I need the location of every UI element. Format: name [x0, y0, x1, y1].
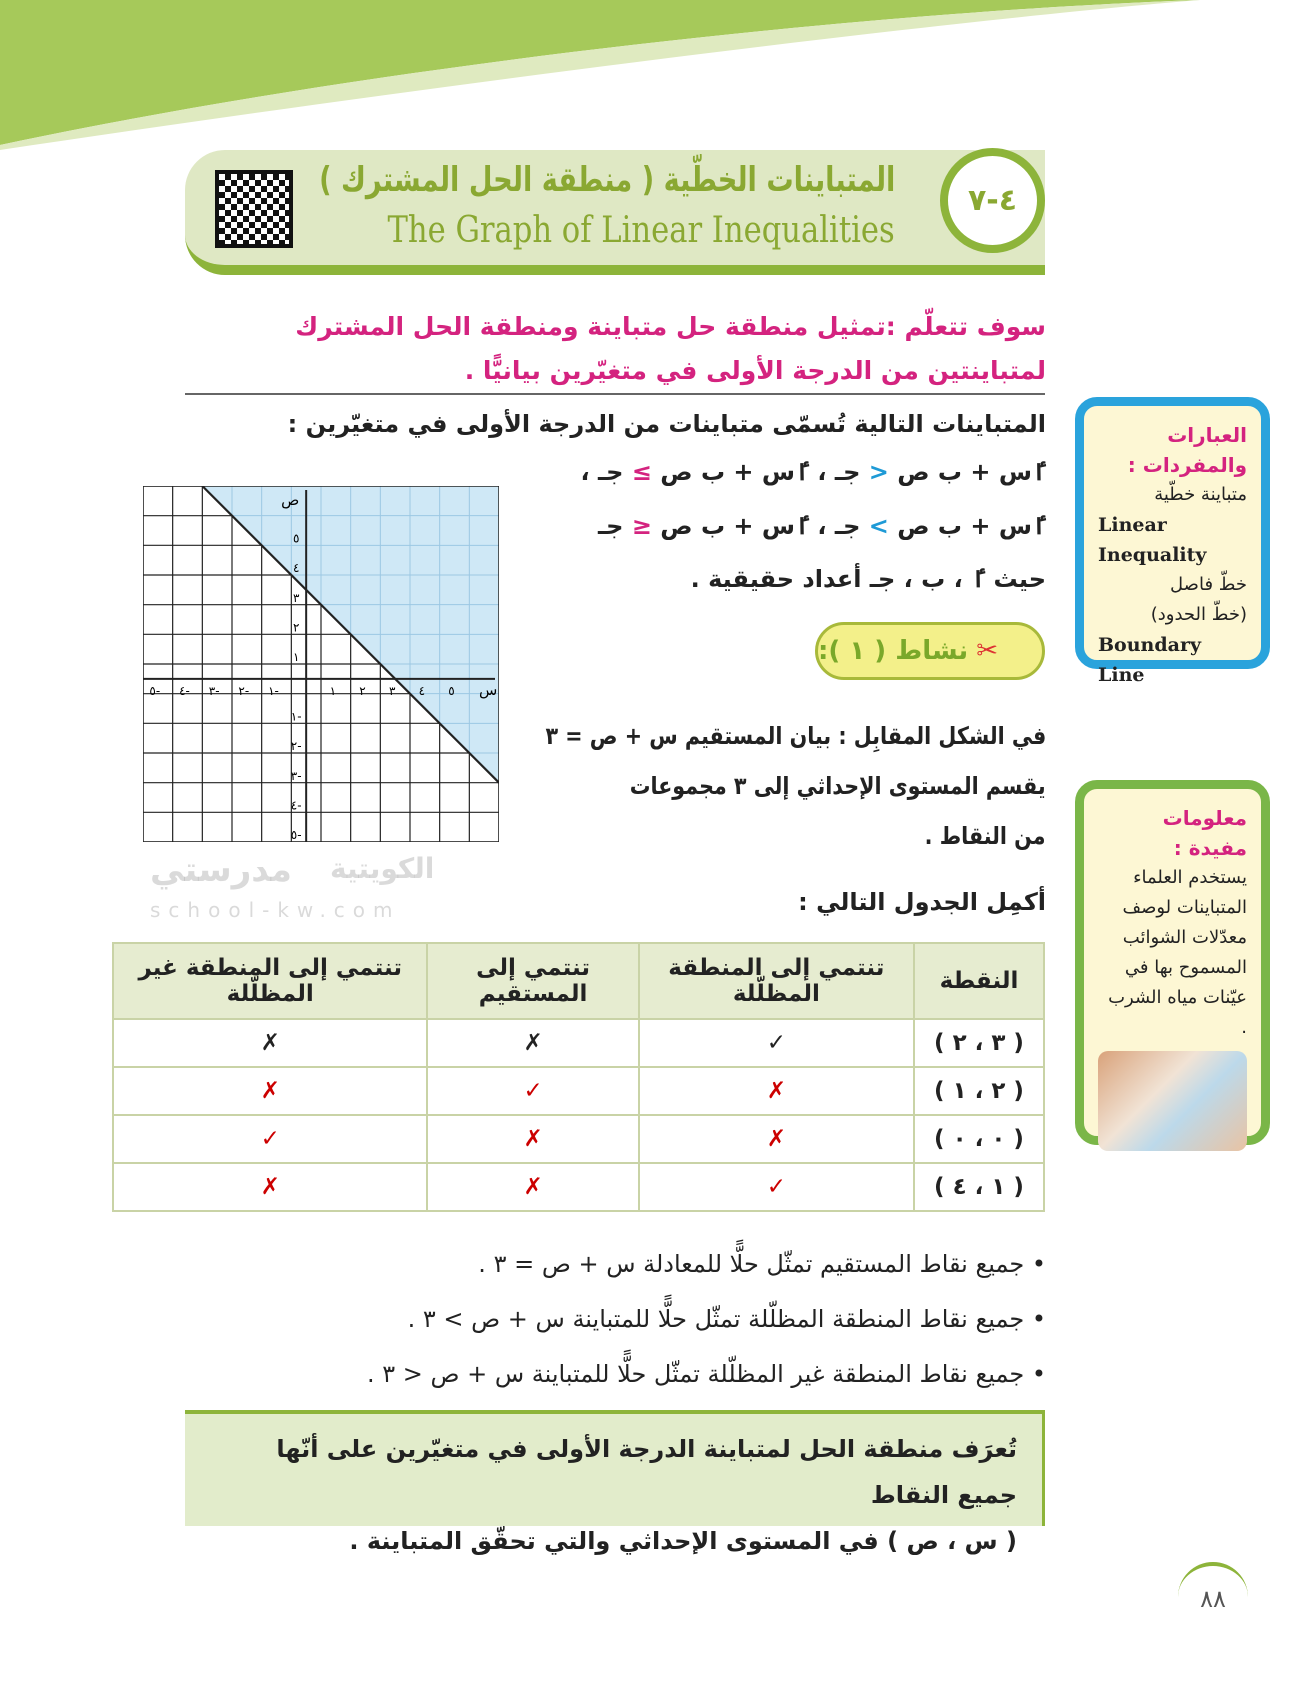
vocab-term-en: Inequality: [1098, 544, 1207, 566]
paragraph-line: من النقاط .: [925, 822, 1046, 850]
table-instruction: أكمِل الجدول التالي :: [798, 888, 1046, 916]
x-tick-label: ١: [329, 683, 337, 698]
vocab-term-ar: خطّ فاصل: [1170, 574, 1247, 595]
y-tick-label: ٤-: [290, 798, 302, 813]
info-title: معلومات مفيدة :: [1162, 806, 1247, 860]
definition-box: [185, 1410, 1045, 1555]
answer-cell: ✓: [113, 1115, 427, 1163]
x-tick-label: ٣-: [208, 683, 220, 698]
eq-lhs: ٵس + ب ص: [660, 512, 810, 540]
eq-lhs: ٵس + ب ص: [660, 458, 810, 486]
classification-table: [112, 942, 1045, 1212]
definition-line: ( س ، ص ) في المستوى الإحداثي والتي تحقّق المتباينة .: [349, 1527, 1017, 1555]
vocab-title: العبارات والمفردات :: [1127, 423, 1247, 477]
answer-cell: ✓: [639, 1019, 914, 1067]
page-number: ٨٨: [1178, 1562, 1248, 1632]
x-tick-label: ٢-: [238, 683, 250, 698]
bullet-item: • جميع نقاط المنطقة المظلّلة تمثّل حلًّا للمتباينة س + ص > ٣ .: [407, 1305, 1046, 1333]
paragraph-line: في الشكل المقابِل : بيان المستقيم س + ص = ٣: [545, 722, 1046, 750]
table-header: تنتمي إلى المستقيم: [427, 943, 638, 1019]
y-tick-label: ٤: [292, 561, 300, 576]
answer-cell: ✓: [427, 1067, 638, 1115]
activity-text: نشاط ( ١ ):: [818, 636, 969, 666]
answer-cell: ✗: [639, 1115, 914, 1163]
answer-cell: ✗: [427, 1115, 638, 1163]
where-line: حيث ٵ ، ب ، جـ أعداد حقيقية .: [690, 565, 1046, 593]
answer-cell: ✗: [113, 1067, 427, 1115]
point-cell: ( ١ ، ٤ ): [914, 1163, 1044, 1211]
y-axis-label: ص: [281, 490, 300, 509]
y-tick-label: ٣: [292, 590, 300, 605]
answer-cell: ✗: [639, 1067, 914, 1115]
coordinate-graph: [143, 486, 499, 842]
activity-figures-icon: ✂: [976, 636, 998, 666]
eq-rhs: جـ ،: [817, 512, 861, 540]
lesson-title-english: The Graph of Linear Inequalities: [387, 210, 895, 251]
eq-symbol: <: [868, 458, 889, 486]
vocab-term-en: Boundary Line: [1098, 634, 1202, 686]
eq-rhs: جـ: [597, 512, 624, 540]
watermark-text: مدرستي: [150, 850, 292, 890]
point-cell: ( ٠ ، ٠ ): [914, 1115, 1044, 1163]
answer-cell: ✗: [113, 1019, 427, 1067]
table-header: تنتمي إلى المنطقة غير المظلّلة: [113, 943, 427, 1019]
y-tick-label: ٥: [292, 531, 300, 546]
table-header: النقطة: [914, 943, 1044, 1019]
x-axis-label: س: [479, 680, 498, 699]
eq-lhs: ٵس + ب ص: [897, 512, 1046, 540]
table-row: [113, 1067, 1044, 1115]
eq-rhs: جـ ،: [580, 458, 624, 486]
y-tick-label: ١-: [290, 709, 302, 724]
watermark-site: school-kw.com: [150, 898, 401, 922]
inequality-row-2: [598, 512, 1046, 540]
vocabulary-box: [1075, 397, 1270, 686]
answer-cell: ✗: [427, 1019, 638, 1067]
eq-symbol: ≤: [631, 512, 652, 540]
y-tick-label: ٥-: [290, 828, 302, 842]
x-tick-label: ٢: [359, 683, 366, 698]
bullet-item: • جميع نقاط المنطقة غير المظلّلة تمثّل حلًّا للمتباينة س + ص < ٣ .: [366, 1360, 1046, 1388]
x-tick-label: ٥: [448, 683, 455, 698]
vocab-term-ar: (خطّ الحدود): [1150, 604, 1247, 625]
paragraph-line: يقسم المستوى الإحداثي إلى ٣ مجموعات: [630, 772, 1046, 800]
info-body: يستخدم العلماء المتباينات لوصف معدّلات الشوائب المسموح بها في عيّنات مياه الشرب .: [1108, 867, 1247, 1038]
definition-line: تُعرَف منطقة الحل لمتباينة الدرجة الأولى في متغيّرين على أنّها جميع النقاط: [276, 1435, 1017, 1509]
x-tick-label: ٥-: [149, 683, 161, 698]
vocab-term-en: Linear: [1098, 514, 1167, 536]
x-tick-label: ٣: [388, 683, 396, 698]
point-cell: ( ٣ ، ٢ ): [914, 1019, 1044, 1067]
qr-code-icon[interactable]: [215, 170, 293, 248]
y-tick-label: ٢: [292, 620, 300, 635]
eq-symbol: >: [868, 512, 889, 540]
lesson-title-arabic: المتباينات الخطّية ( منطقة الحل المشترك ): [318, 160, 895, 200]
watermark-text: الكويتية: [330, 852, 435, 885]
activity-label: [815, 622, 1045, 680]
x-tick-label: ٤: [418, 683, 426, 698]
inequality-row-1: [580, 458, 1046, 486]
bullet-item: • جميع نقاط المستقيم تمثّل حلًّا للمعادلة س + ص = ٣ .: [478, 1250, 1046, 1278]
water-glass-image: [1098, 1051, 1247, 1151]
y-tick-label: ٣-: [290, 768, 302, 783]
y-tick-label: ٢-: [290, 739, 302, 754]
answer-cell: ✗: [113, 1163, 427, 1211]
answer-cell: ✓: [639, 1163, 914, 1211]
intro-line: المتباينات التالية تُسمّى متباينات من الدرجة الأولى في متغيّرين :: [287, 410, 1046, 438]
eq-symbol: ≥: [631, 458, 652, 486]
table-header: تنتمي إلى المنطقة المظلّلة: [639, 943, 914, 1019]
eq-lhs: ٵس + ب ص: [897, 458, 1046, 486]
divider: [185, 393, 1045, 395]
useful-info-box: [1075, 780, 1270, 1145]
point-cell: ( ٢ ، ١ ): [914, 1067, 1044, 1115]
lesson-title-bar: [185, 150, 1045, 275]
answer-cell: ✗: [427, 1163, 638, 1211]
x-tick-label: ٤-: [179, 683, 190, 698]
lesson-number-badge: ٤-٧: [940, 148, 1045, 253]
y-tick-label: ١: [292, 650, 300, 665]
x-tick-label: ١-: [268, 683, 279, 698]
learning-objective: سوف تتعلّم :تمثيل منطقة حل متباينة ومنطقة الحل المشترك لمتباينتين من الدرجة الأولى في متغيّرين بيانيًّا .: [295, 312, 1046, 385]
table-row: [113, 1163, 1044, 1211]
table-row: [113, 1115, 1044, 1163]
eq-rhs: جـ ،: [817, 458, 861, 486]
table-row: [113, 1019, 1044, 1067]
vocab-term-ar: متباينة خطّية: [1154, 484, 1247, 505]
header-swoosh: [0, 0, 1291, 150]
